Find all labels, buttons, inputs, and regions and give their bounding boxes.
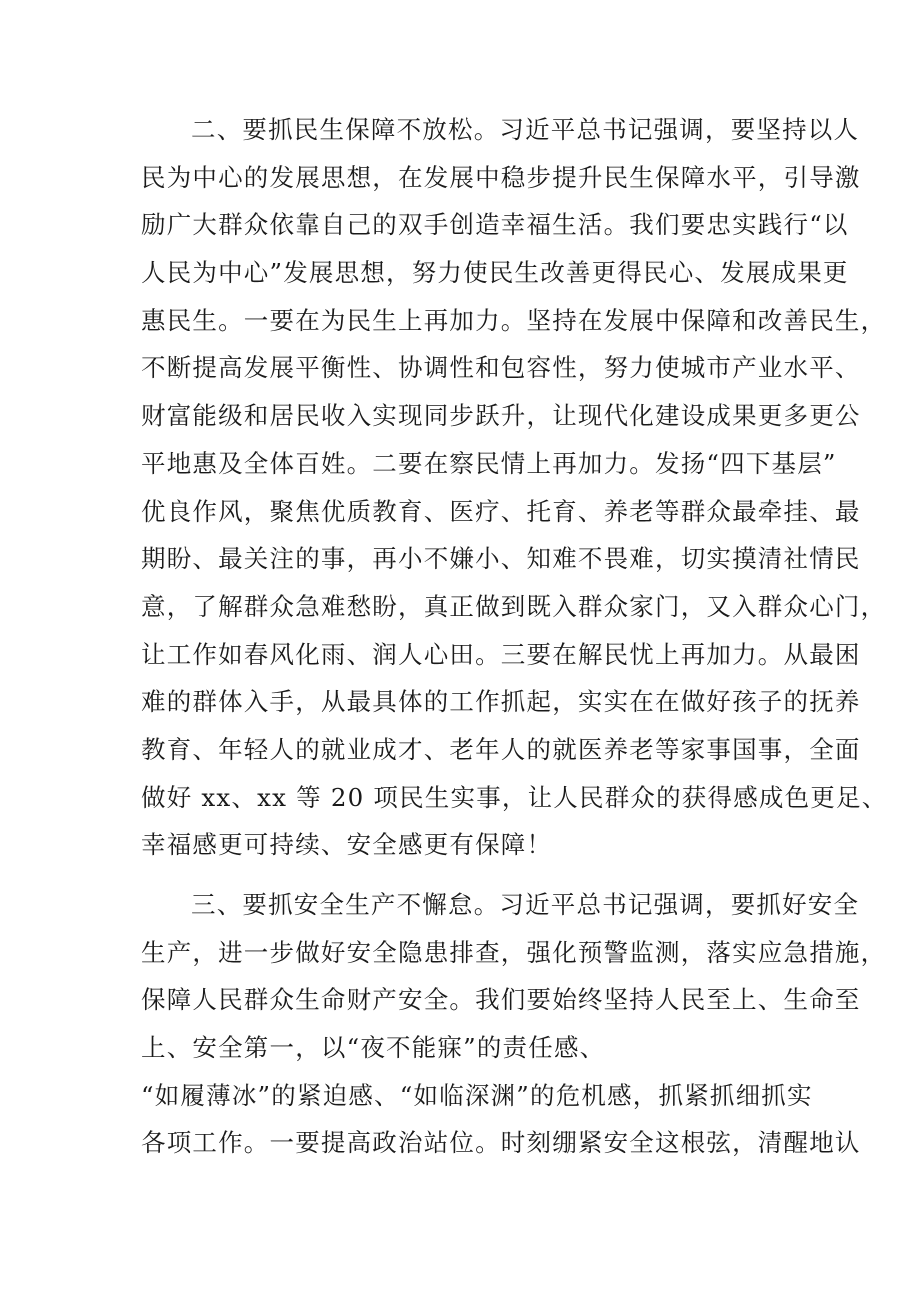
- text-line: 不断提高发展平衡性、协调性和包容性，努力使城市产业水平、: [141, 353, 861, 383]
- text-line: 做好 xx、xx 等 20 项民生实事，让人民群众的获得感成色更足、: [141, 782, 888, 812]
- text-line: 意，了解群众急难愁盼，真正做到既入群众家门，又入群众心门，: [141, 591, 887, 621]
- paragraph-spacer: [141, 869, 791, 881]
- text-line: 优良作风，聚焦优质教育、医疗、托育、养老等群众最牵挂、最: [141, 496, 861, 526]
- text-line: 教育、年轻人的就业成才、老年人的就医养老等家事国事，全面: [141, 734, 861, 764]
- text-line: 期盼、最关注的事，再小不嫌小、知难不畏难，切实摸清社情民: [141, 544, 861, 574]
- text-line: 财富能级和居民收入实现同步跃升，让现代化建设成果更多更公: [141, 401, 861, 431]
- paragraph-safety: [141, 881, 887, 1167]
- text-line: 让工作如春风化雨、润人心田。三要在解民忧上再加力。从最困: [141, 639, 861, 669]
- text-line: 保障人民群众生命财产安全。我们要始终坚持人民至上、生命至: [141, 985, 861, 1015]
- text-line: 难的群体入手，从最具体的工作抓起，实实在在做好孩子的抚养: [141, 687, 861, 717]
- paragraph-livelihood: [141, 106, 888, 869]
- text-line: 各项工作。一要提高政治站位。时刻绷紧安全这根弦，清醒地认: [141, 1128, 861, 1158]
- text-line: 上、安全第一，以“夜不能寐”的责任感、: [141, 1033, 606, 1063]
- text-line: 励广大群众依靠自己的双手创造幸福生活。我们要忠实践行“以: [141, 210, 849, 240]
- text-line: 民为中心的发展思想，在发展中稳步提升民生保障水平，引导激: [141, 162, 861, 192]
- text-line: 平地惠及全体百姓。二要在察民情上再加力。发扬“四下基层”: [141, 448, 837, 478]
- text-line: 惠民生。一要在为民生上再加力。坚持在发展中保障和改善民生，: [141, 305, 887, 335]
- text-line: “如履薄冰”的紧迫感、“如临深渊”的危机感，抓紧抓细抓实: [141, 1080, 813, 1110]
- text-line: 人民为中心”发展思想，努力使民生改善更得民心、发展成果更: [141, 258, 849, 288]
- text-line: 三、要抓安全生产不懈怠。习近平总书记强调，要抓好安全: [191, 890, 860, 919]
- text-line: 二、要抓民生保障不放松。习近平总书记强调，要坚持以人: [191, 115, 860, 144]
- text-line: 幸福感更可持续、安全感更有保障！: [141, 830, 553, 860]
- document-body: [141, 106, 888, 1167]
- text-line: 生产，进一步做好安全隐患排查，强化预警监测，落实应急措施，: [141, 937, 887, 967]
